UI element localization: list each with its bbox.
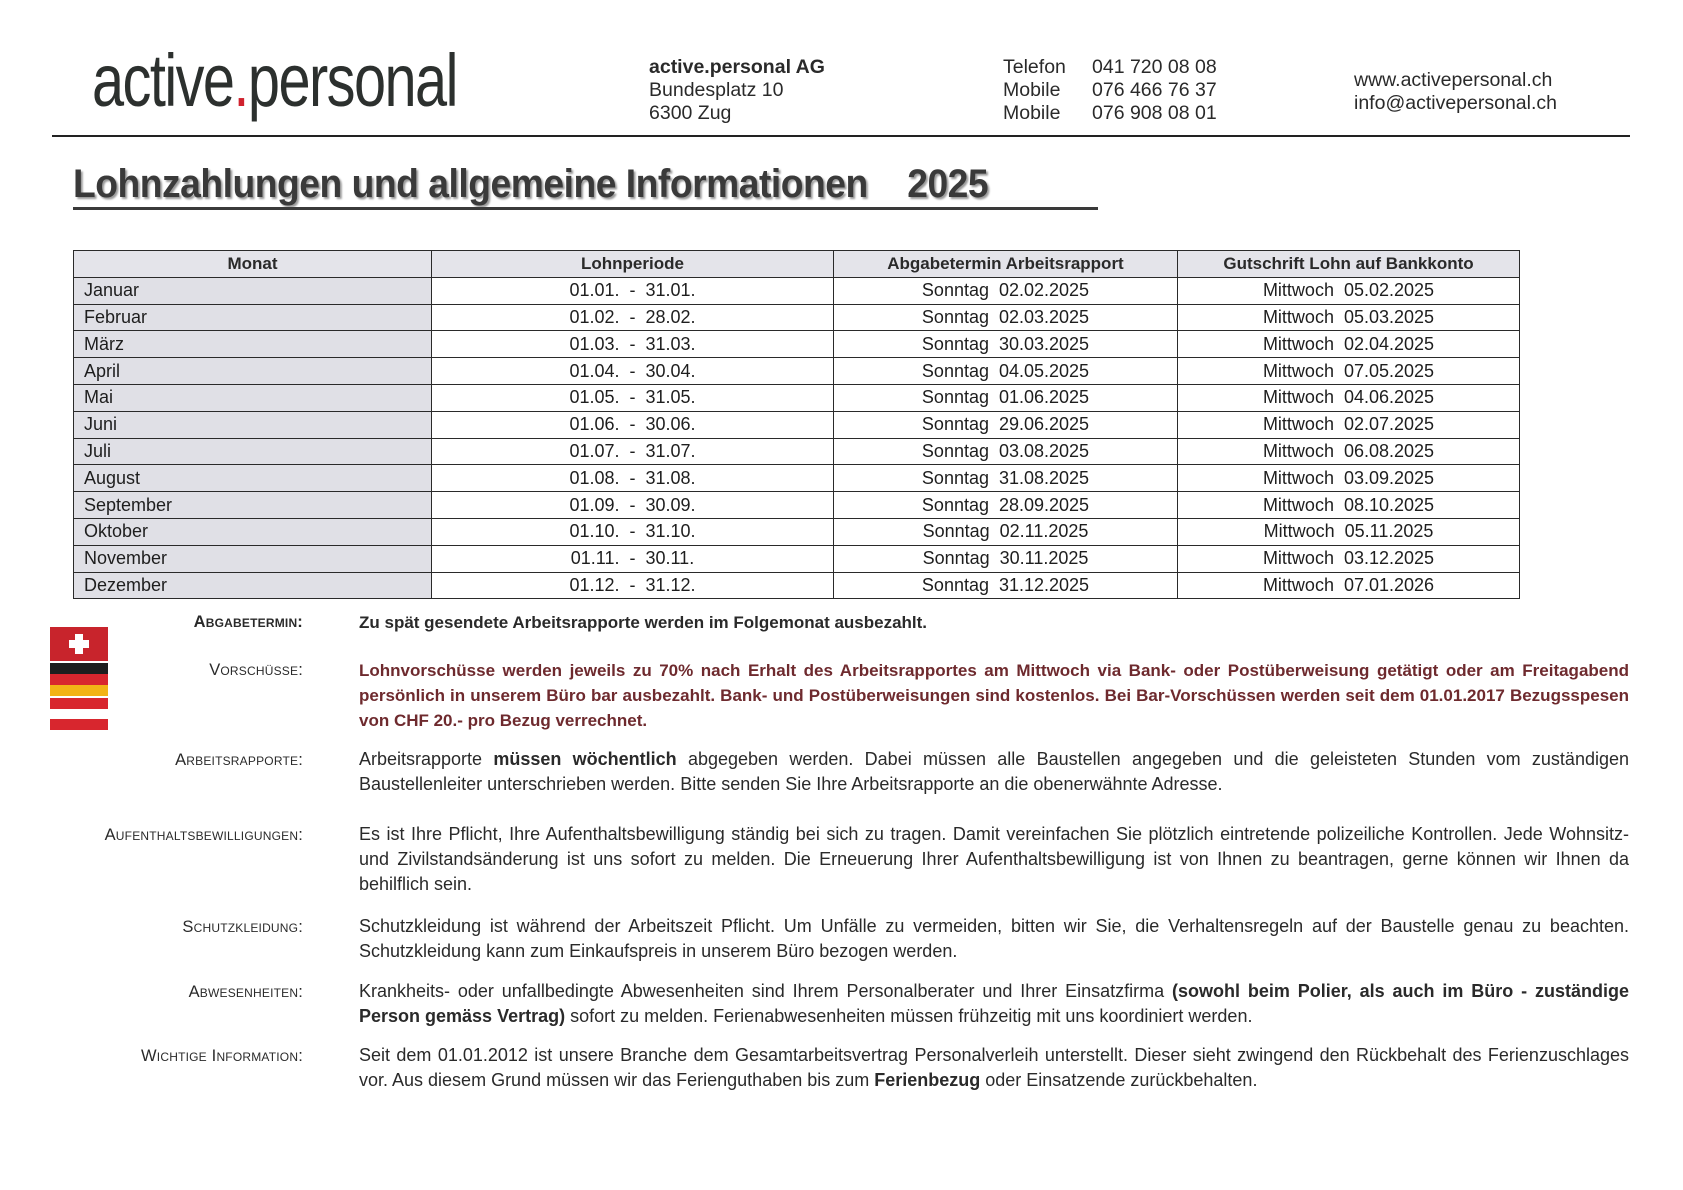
table-row: [74, 518, 1520, 545]
website-link[interactable]: www.activepersonal.ch: [1354, 69, 1553, 91]
text-abwesenheiten: [359, 979, 1629, 1029]
month-cell: Juli: [74, 438, 432, 465]
german-stripe-red: [50, 674, 108, 685]
payment-cell: Mittwoch 03.09.2025: [1178, 465, 1520, 492]
label-wichtig: Wichtige Information:: [141, 1047, 303, 1065]
company-logo: [92, 39, 457, 122]
month-cell: Oktober: [74, 518, 432, 545]
payroll-table: [73, 250, 1520, 599]
month-cell: Juni: [74, 411, 432, 438]
column-header-deadline: Abgabetermin Arbeitsrapport: [834, 251, 1178, 278]
column-header-payment: Gutschrift Lohn auf Bankkonto: [1178, 251, 1520, 278]
text-part: Krankheits- oder unfallbedingte Abwesenheiten sind Ihrem Personalberater und Ihrer Einsatzfirma: [359, 981, 1173, 1001]
text-vorschuesse: Lohnvorschüsse werden jeweils zu 70% nach Erhalt des Arbeitsrapportes am Mittwoch via Bank- oder Postüberweisung getätigt oder am Freitagabend persönlich in unserem Büro bar ausbezahlt. Bank- und Postüberweisungen sind kostenlos. Bei Bar-Vorschüssen werden seit dem 01.01.2017 Bezugsspesen von CHF 20.- pro Bezug verrechnet.: [359, 661, 1629, 730]
header-divider: [52, 135, 1630, 137]
table-row: [74, 545, 1520, 572]
deadline-cell: Sonntag 29.06.2025: [834, 411, 1178, 438]
payment-cell: Mittwoch 05.03.2025: [1178, 304, 1520, 331]
city: 6300 Zug: [649, 102, 732, 124]
deadline-cell: Sonntag 30.03.2025: [834, 331, 1178, 358]
payment-cell: Mittwoch 07.01.2026: [1178, 572, 1520, 599]
period-cell: 01.04. - 30.04.: [432, 358, 834, 385]
month-cell: Mai: [74, 384, 432, 411]
table-row: [74, 572, 1520, 599]
logo-dot: .: [233, 39, 248, 122]
month-cell: April: [74, 358, 432, 385]
column-header-period: Lohnperiode: [432, 251, 834, 278]
german-stripe-black: [50, 663, 108, 674]
payment-cell: Mittwoch 02.07.2025: [1178, 411, 1520, 438]
text-emphasis: müssen wöchentlich: [493, 749, 677, 769]
period-cell: 01.12. - 31.12.: [432, 572, 834, 599]
table-row: [74, 384, 1520, 411]
period-cell: 01.09. - 30.09.: [432, 492, 834, 519]
title-text: Lohnzahlungen und allgemeine Informationen: [73, 162, 868, 206]
table-row: [74, 492, 1520, 519]
contact-numbers: [1003, 56, 1217, 125]
payment-cell: Mittwoch 02.04.2025: [1178, 331, 1520, 358]
contact-row-mobile-2: [1003, 102, 1217, 125]
month-cell: Februar: [74, 304, 432, 331]
text-part: abgegeben werden. Dabei müssen alle Baustellen angegeben und die geleisteten Stunden vom zuständigen Baustellenleiter unterschrieben werden. Bitte senden Sie Ihre Arbeitsrapporte an die obenerwähnte Adresse.: [359, 749, 1629, 794]
period-cell: 01.02. - 28.02.: [432, 304, 834, 331]
period-cell: 01.05. - 31.05.: [432, 384, 834, 411]
text-part: Arbeitsrapporte: [359, 749, 494, 769]
text-emphasis: Ferienbezug: [874, 1070, 981, 1090]
table-row: [74, 277, 1520, 304]
street: Bundesplatz 10: [649, 79, 784, 101]
text-wichtig: [359, 1043, 1629, 1093]
swiss-flag-icon: [50, 627, 108, 661]
deadline-cell: Sonntag 02.02.2025: [834, 277, 1178, 304]
contact-value: 076 466 76 37: [1092, 79, 1217, 101]
austrian-flag-stripe-top: [50, 698, 108, 709]
table-row: [74, 358, 1520, 385]
month-cell: November: [74, 545, 432, 572]
month-cell: März: [74, 331, 432, 358]
text-aufenthalt: Es ist Ihre Pflicht, Ihre Aufenthaltsbewilligung ständig bei sich zu tragen. Damit vereinfachen Sie plötzlich eintretende polizeiliche Kontrollen. Jede Wohnsitz- und Zivilstandsänderung ist uns sofort zu melden. Die Erneuerung Ihrer Aufenthaltsbewilligung ist von Ihnen zu beantragen, gerne können wir Ihnen da behilflich sein.: [359, 824, 1629, 894]
text-part: Seit dem 01.01.2012 ist unsere Branche dem Gesamtarbeitsvertrag Personalverleih unterstellt. Dieser sieht zwingend den Rückbehalt des Ferienzuschlages vor. Aus diesem Grund müssen wir das Ferienguthaben bis zum: [359, 1045, 1629, 1090]
text-emphasis: (sowohl beim Polier, als auch im Büro - zuständige Person gemäss Vertrag): [359, 981, 1629, 1026]
austrian-flag-stripe-bottom: [50, 719, 108, 730]
table-row: [74, 438, 1520, 465]
deadline-cell: Sonntag 03.08.2025: [834, 438, 1178, 465]
label-vorschuesse: Vorschüsse:: [209, 661, 303, 679]
swiss-cross-horizontal: [69, 640, 89, 648]
text-arbeitsrapporte: [359, 747, 1629, 797]
label-arbeitsrapporte: Arbeitsrapporte:: [175, 751, 303, 769]
period-cell: 01.07. - 31.07.: [432, 438, 834, 465]
german-flag-icon: [50, 663, 108, 696]
title-underline: [73, 207, 1098, 210]
contact-value: 041 720 08 08: [1092, 56, 1217, 78]
contact-row-mobile-1: [1003, 79, 1217, 102]
month-cell: Januar: [74, 277, 432, 304]
deadline-cell: Sonntag 04.05.2025: [834, 358, 1178, 385]
company-name: active.personal AG: [649, 56, 825, 78]
text-schutzkleidung: Schutzkleidung ist während der Arbeitszeit Pflicht. Um Unfälle zu vermeiden, bitten wir Sie, die Verhaltensregeln auf der Baustelle genau zu beachten. Schutzkleidung kann zum Einkaufspreis in unserem Büro bezogen werden.: [359, 916, 1629, 961]
page-title: [73, 162, 988, 207]
label-schutzkleidung: Schutzkleidung:: [182, 918, 303, 936]
table-row: [74, 331, 1520, 358]
title-spacer: [868, 162, 907, 206]
payment-cell: Mittwoch 08.10.2025: [1178, 492, 1520, 519]
deadline-cell: Sonntag 28.09.2025: [834, 492, 1178, 519]
table-header-row: [74, 251, 1520, 278]
contact-label: Mobile: [1003, 79, 1061, 101]
payment-cell: Mittwoch 04.06.2025: [1178, 384, 1520, 411]
deadline-cell: Sonntag 01.06.2025: [834, 384, 1178, 411]
title-year: 2025: [907, 162, 989, 206]
month-cell: August: [74, 465, 432, 492]
deadline-cell: Sonntag 31.12.2025: [834, 572, 1178, 599]
text-abgabetermin: Zu spät gesendete Arbeitsrapporte werden im Folgemonat ausbezahlt.: [359, 613, 928, 632]
column-header-month: Monat: [74, 251, 432, 278]
text-part: sofort zu melden. Ferienabwesenheiten müssen frühzeitig mit uns koordiniert werden.: [565, 1006, 1253, 1026]
contact-row-phone: [1003, 56, 1217, 79]
label-aufenthalt: Aufenthaltsbewilligungen:: [104, 826, 303, 844]
payment-cell: Mittwoch 05.11.2025: [1178, 518, 1520, 545]
period-cell: 01.06. - 30.06.: [432, 411, 834, 438]
german-stripe-gold: [50, 685, 108, 696]
period-cell: 01.08. - 31.08.: [432, 465, 834, 492]
deadline-cell: Sonntag 31.08.2025: [834, 465, 1178, 492]
period-cell: 01.01. - 31.01.: [432, 277, 834, 304]
month-cell: September: [74, 492, 432, 519]
month-cell: Dezember: [74, 572, 432, 599]
payment-cell: Mittwoch 07.05.2025: [1178, 358, 1520, 385]
table-row: [74, 465, 1520, 492]
deadline-cell: Sonntag 30.11.2025: [834, 545, 1178, 572]
contact-value: 076 908 08 01: [1092, 102, 1217, 124]
payment-cell: Mittwoch 05.02.2025: [1178, 277, 1520, 304]
logo-text-personal: personal: [247, 39, 457, 122]
web-contact: [1354, 69, 1557, 115]
payment-cell: Mittwoch 03.12.2025: [1178, 545, 1520, 572]
deadline-cell: Sonntag 02.03.2025: [834, 304, 1178, 331]
company-address: [649, 56, 825, 125]
table-row: [74, 304, 1520, 331]
language-flags: [50, 627, 108, 730]
payment-cell: Mittwoch 06.08.2025: [1178, 438, 1520, 465]
label-abwesenheiten: Abwesenheiten:: [188, 983, 303, 1001]
email-link[interactable]: info@activepersonal.ch: [1354, 92, 1557, 114]
text-part: oder Einsatzende zurückbehalten.: [980, 1070, 1258, 1090]
period-cell: 01.11. - 30.11.: [432, 545, 834, 572]
period-cell: 01.10. - 31.10.: [432, 518, 834, 545]
contact-label: Telefon: [1003, 56, 1066, 78]
period-cell: 01.03. - 31.03.: [432, 331, 834, 358]
contact-label: Mobile: [1003, 102, 1061, 124]
deadline-cell: Sonntag 02.11.2025: [834, 518, 1178, 545]
table-row: [74, 411, 1520, 438]
label-abgabetermin: Abgabetermin:: [193, 613, 303, 631]
logo-text-active: active: [92, 39, 234, 122]
